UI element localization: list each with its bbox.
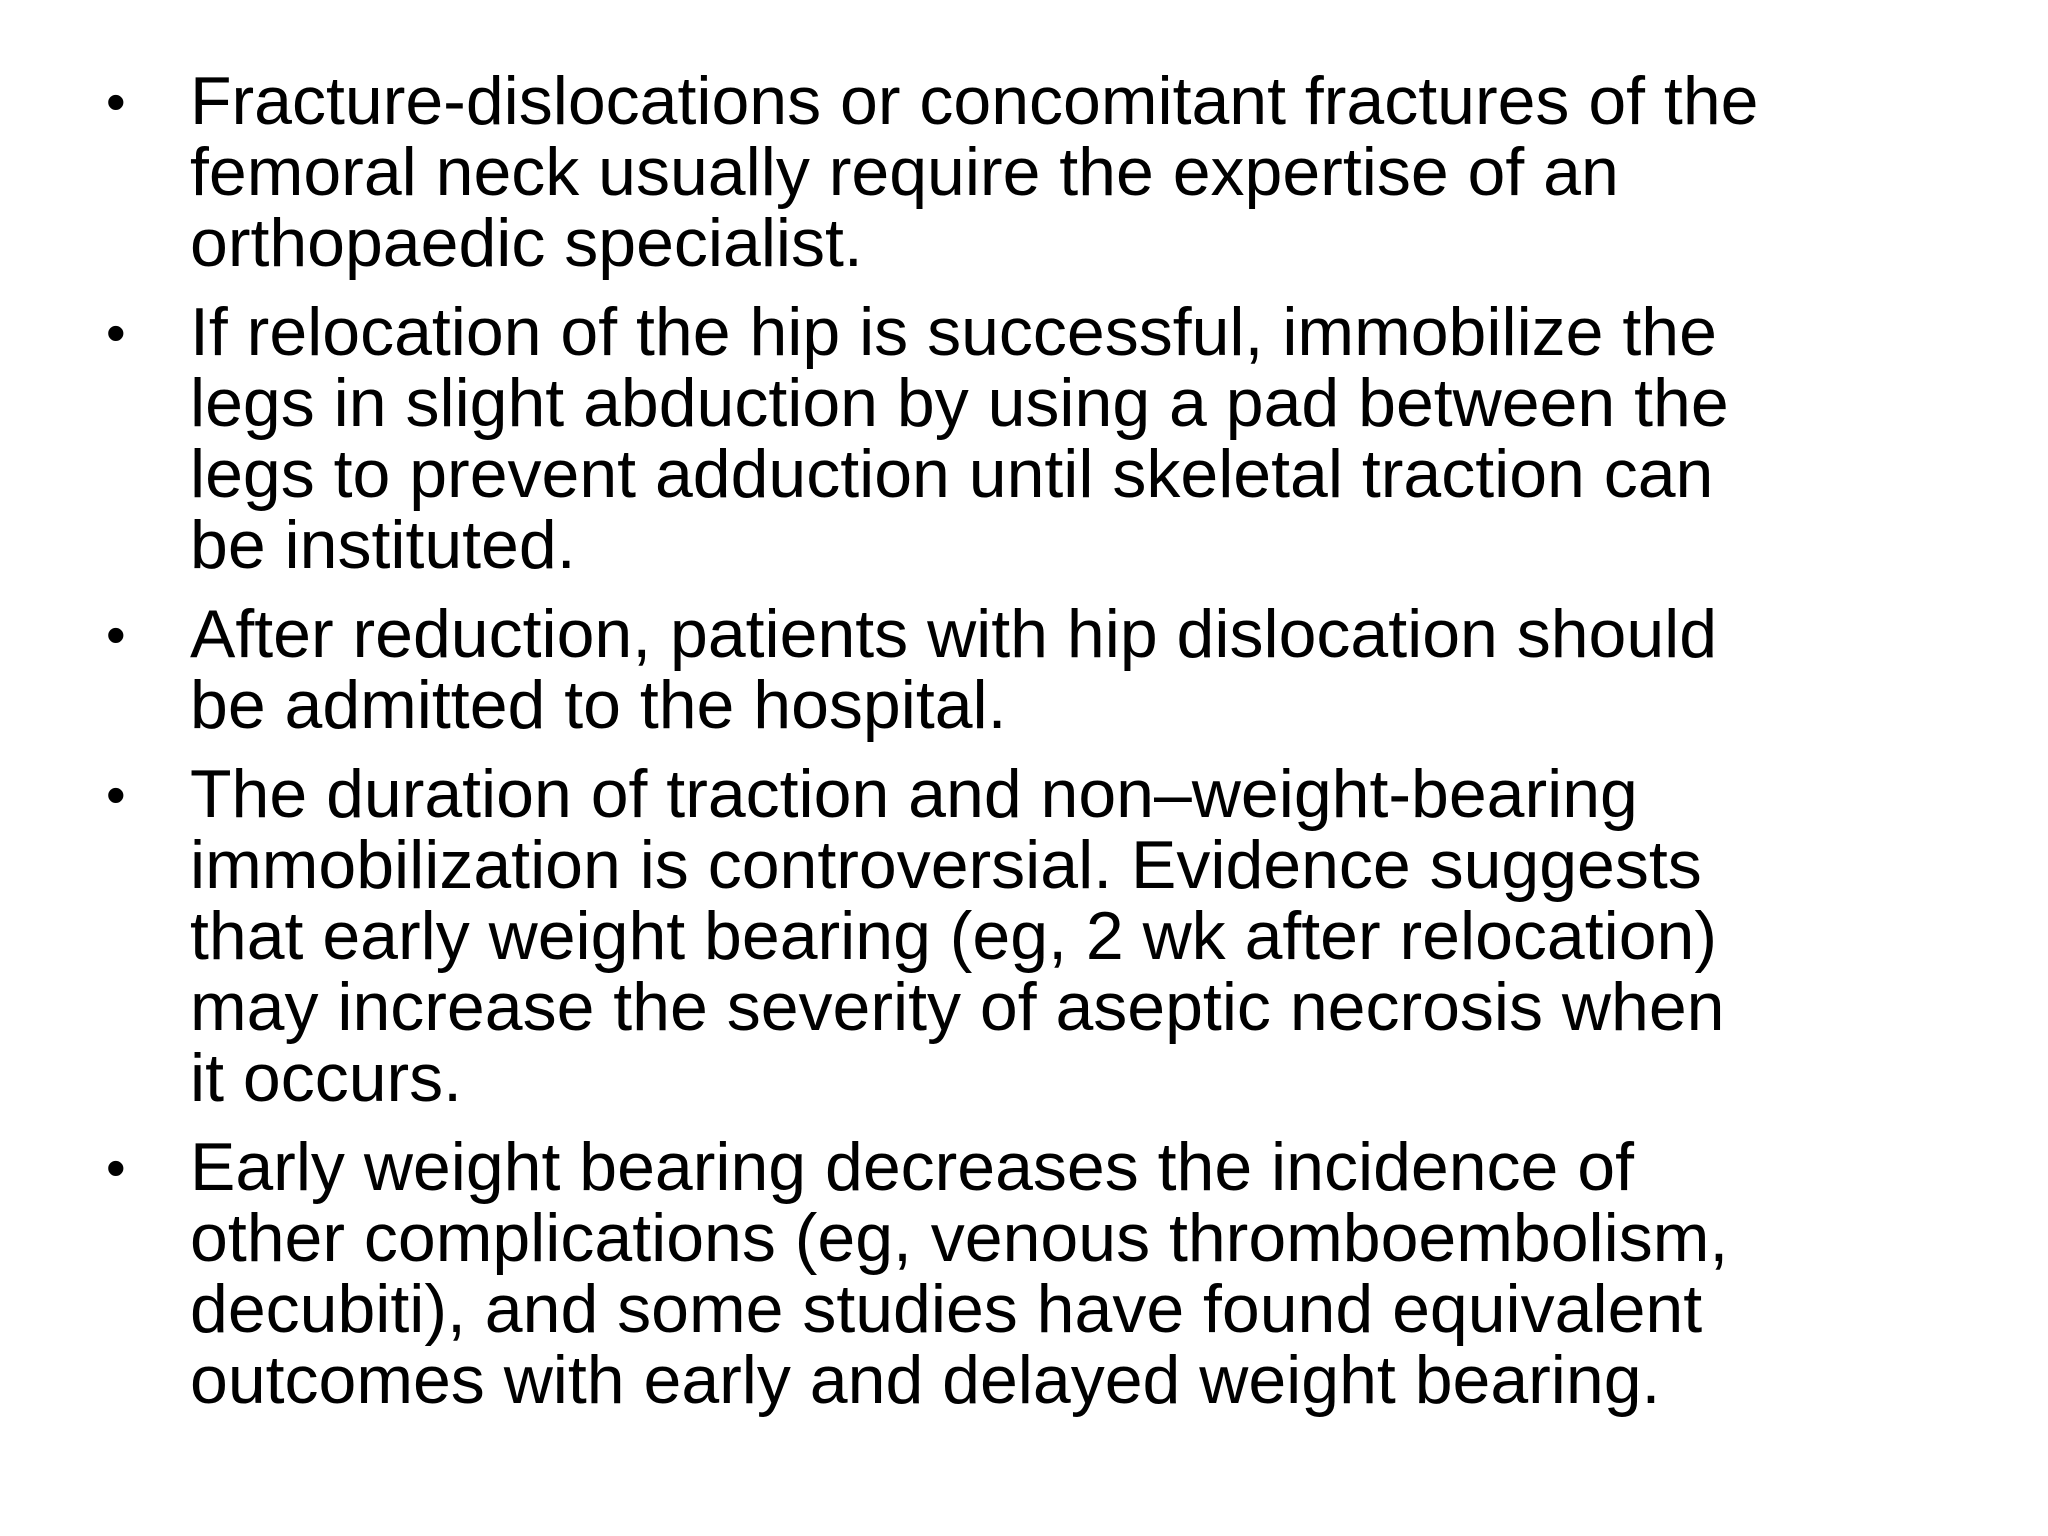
bullet-text-line: other complications (eg, venous thromboembolism,	[190, 1200, 1729, 1276]
bullet-text-line: legs to prevent adduction until skeletal traction can	[190, 436, 1714, 512]
bullet-text-line: it occurs.	[190, 1040, 463, 1116]
bullet-text-line: Fracture-dislocations or concomitant fractures of the	[190, 63, 1759, 139]
bullet-dot-icon: •	[106, 763, 126, 826]
bullet-item	[106, 63, 1966, 281]
bullet-dot-icon: •	[106, 301, 126, 364]
bullet-dot-icon: •	[106, 1136, 126, 1199]
bullet-list	[106, 63, 1966, 1434]
bullet-dot-icon: •	[106, 603, 126, 666]
bullet-text-line: decubiti), and some studies have found equivalent	[190, 1271, 1703, 1347]
bullet-item	[106, 756, 1966, 1116]
bullet-text-line: If relocation of the hip is successful, immobilize the	[190, 294, 1717, 370]
bullet-text-line: may increase the severity of aseptic necrosis when	[190, 969, 1725, 1045]
bullet-text-line: Early weight bearing decreases the incidence of	[190, 1129, 1634, 1205]
bullet-text-line: outcomes with early and delayed weight bearing.	[190, 1342, 1661, 1418]
bullet-text-line: After reduction, patients with hip dislocation should	[190, 596, 1718, 672]
bullet-text-line: orthopaedic specialist.	[190, 205, 863, 281]
bullet-text-line: femoral neck usually require the expertise of an	[190, 134, 1619, 210]
bullet-text-line: be instituted.	[190, 507, 576, 583]
bullet-item	[106, 294, 1966, 583]
bullet-text-line: legs in slight abduction by using a pad between the	[190, 365, 1729, 441]
bullet-text-line: that early weight bearing (eg, 2 wk after relocation)	[190, 898, 1718, 974]
bullet-text-line: immobilization is controversial. Evidence suggests	[190, 827, 1702, 903]
bullet-dot-icon: •	[106, 70, 126, 133]
bullet-text-line: The duration of traction and non–weight-bearing	[190, 756, 1638, 832]
bullet-item	[106, 1129, 1966, 1418]
bullet-item	[106, 596, 1966, 743]
bullet-text-line: be admitted to the hospital.	[190, 667, 1007, 743]
